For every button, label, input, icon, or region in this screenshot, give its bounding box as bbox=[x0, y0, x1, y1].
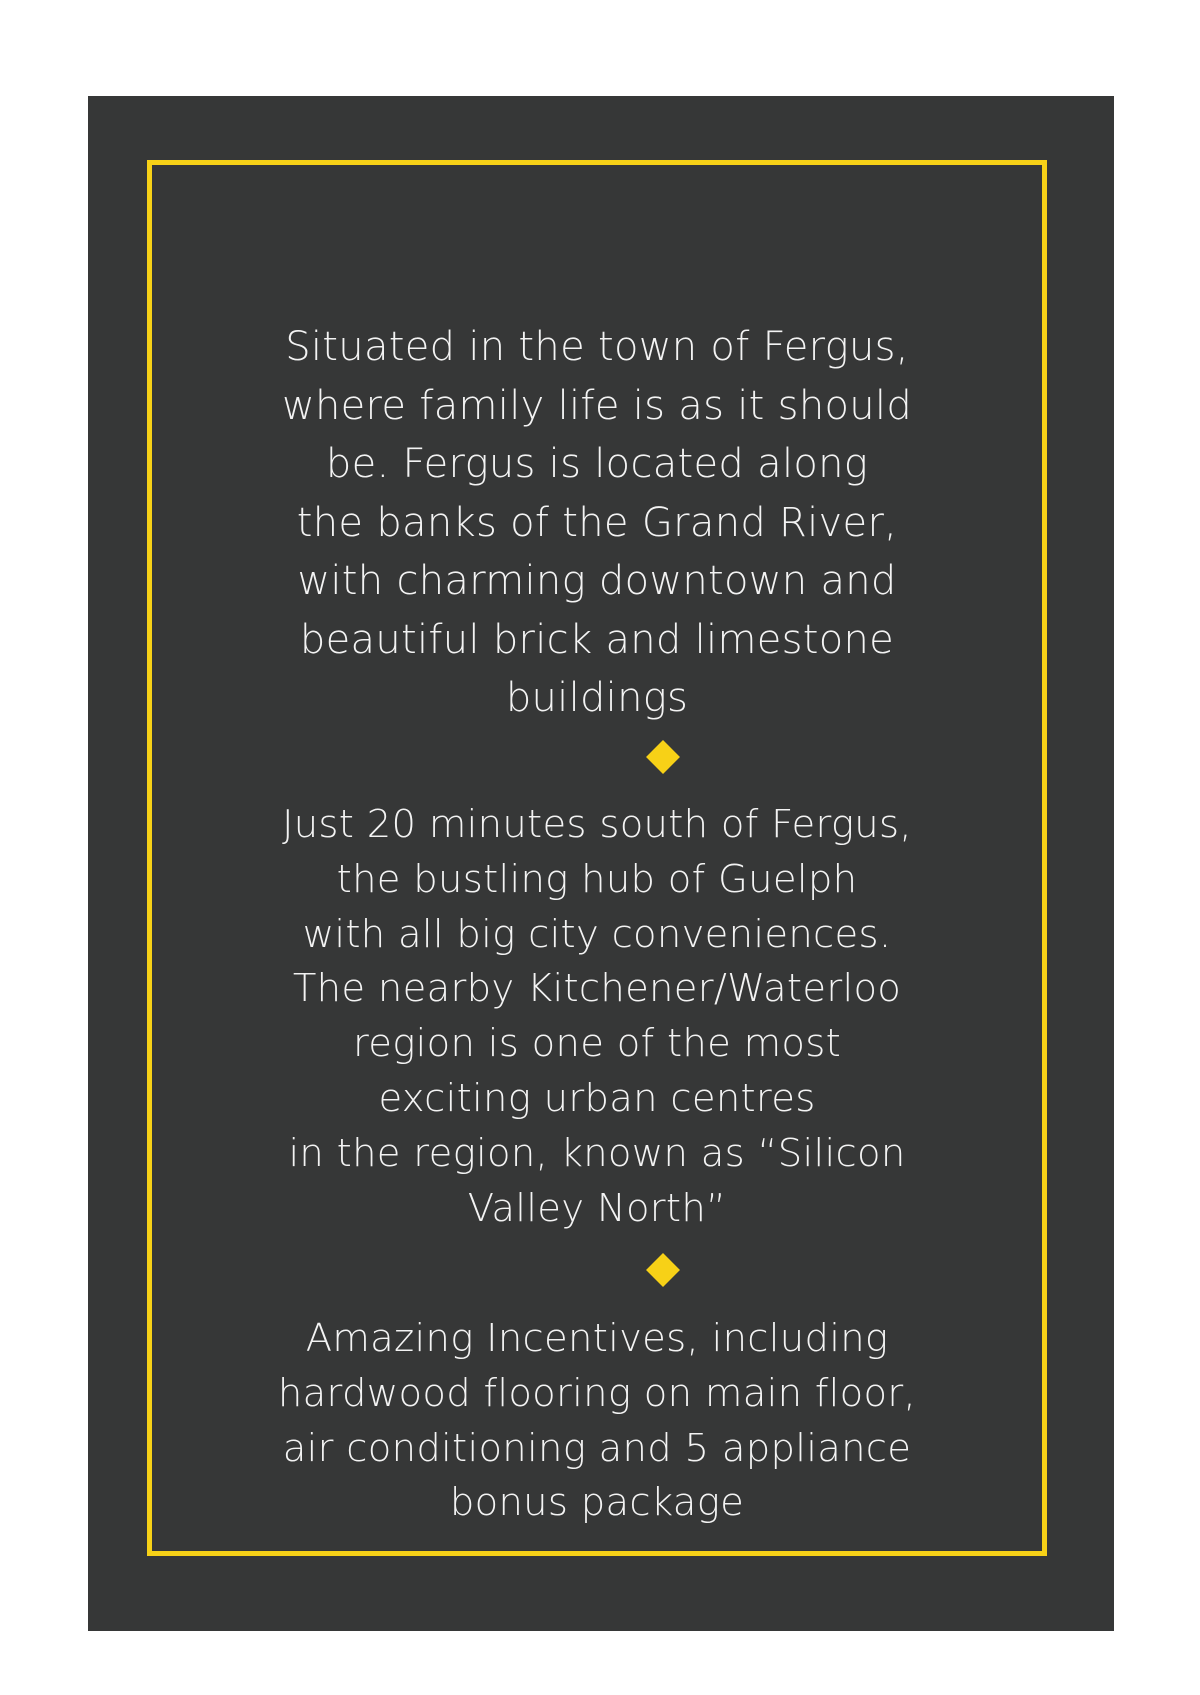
paragraph-line: exciting urban centres bbox=[378, 1075, 816, 1121]
paragraph-line: Amazing Incentives, including bbox=[305, 1316, 889, 1361]
paragraph-line: bonus package bbox=[449, 1480, 745, 1526]
paragraph-line: buildings bbox=[505, 675, 689, 721]
paragraph-incentives bbox=[152, 1312, 1042, 1531]
paragraph-nearby-cities bbox=[152, 798, 1042, 1236]
info-panel bbox=[88, 96, 1114, 1631]
paragraph-line: Situated in the town of Fergus, bbox=[285, 324, 909, 370]
paragraph-line: the bustling hub of Guelph bbox=[336, 856, 858, 902]
paragraph-line: where family life is as it should bbox=[281, 382, 913, 429]
paragraph-line: be. Fergus is located along bbox=[325, 441, 869, 487]
paragraph-line: with all big city conveniences. bbox=[302, 911, 892, 957]
paragraph-line: hardwood flooring on main floor, bbox=[277, 1370, 917, 1416]
paragraph-line: Just 20 minutes south of Fergus, bbox=[282, 802, 912, 847]
paragraph-line: in the region, known as “Silicon bbox=[288, 1130, 906, 1176]
paragraph-line: with charming downtown and bbox=[297, 558, 897, 604]
paragraph-location bbox=[152, 318, 1042, 728]
paragraph-line: The nearby Kitchener/Waterloo bbox=[292, 966, 902, 1012]
paragraph-line: the banks of the Grand River, bbox=[296, 499, 898, 546]
diamond-icon bbox=[646, 1253, 680, 1287]
diamond-icon bbox=[646, 740, 680, 774]
paragraph-line: region is one of the most bbox=[352, 1021, 842, 1067]
yellow-border-frame bbox=[147, 160, 1047, 1556]
paragraph-line: Valley North” bbox=[467, 1185, 727, 1231]
paragraph-line: air conditioning and 5 appliance bbox=[282, 1425, 912, 1471]
paragraph-line: beautiful brick and limestone bbox=[299, 616, 895, 663]
